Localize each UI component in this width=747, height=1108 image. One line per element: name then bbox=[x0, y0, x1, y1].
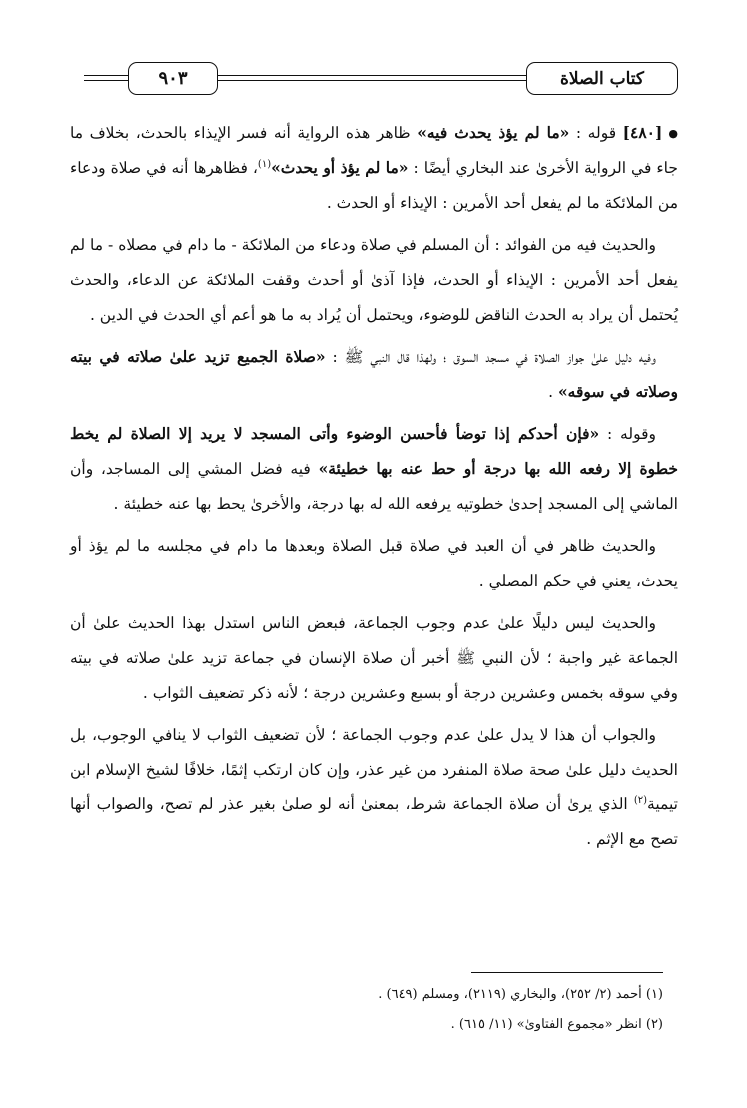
hadith-quote: «فإن أحدكم إذا توضأ فأحسن الوضوء وأتى المسجد لا يريد إلا الصلاة لم يخط خطوة إلا رفعه الله بها درجة أو حط عنه بها خطيئة» bbox=[70, 424, 678, 479]
hadith-quote: «ما لم يؤذ يحدث فيه» bbox=[417, 123, 570, 142]
footnote-1: (١) أحمد (٢/ ٢٥٢)، والبخاري (٢١١٩)، ومسلم (٦٤٩) . bbox=[378, 987, 663, 1002]
paragraph: والحديث فيه من الفوائد : أن المسلم في صلاة ودعاء من الملائكة - ما دام في مصلاه - ما لم يفعل أحد الأمرين : الإيذاء أو الحدث، فإذا آذىٰ أو أحدث وقفت الملائكة عن الدعاء، والحدث يُحتمل أن يراد به الحدث الناقض للوضوء، ويحتمل أن يُراد به ما هو أعم أي الحدث في الدين . bbox=[70, 236, 678, 324]
text-segment: قوله : bbox=[575, 124, 617, 142]
hadith-quote: «ما لم يؤذ أو يحدث» bbox=[271, 158, 409, 178]
hadith-number: [٤٨٠] bbox=[622, 123, 663, 142]
text-segment: والجواب أن هذا لا يدل علىٰ عدم وجوب الجماعة ؛ لأن تضعيف الثواب لا ينافي الوجوب، بل الحديث دليل علىٰ صحة صلاة المنفرد من غير عذر، وإن كان ارتكب إثمًا، خلافًا لشيخ الإسلام ابن تيمية bbox=[70, 726, 678, 814]
paragraph: والحديث ظاهر في أن العبد في صلاة قبل الصلاة وبعدها ما دام في مجلسه ما لم يؤذ أو يحدث، يعني في حكم المصلي . bbox=[70, 537, 678, 590]
text-segment: وقوله : bbox=[607, 425, 656, 444]
chapter-title: كتاب الصلاة bbox=[526, 62, 678, 95]
paragraph bbox=[70, 417, 678, 521]
text-segment: فيه فضل المشي إلى المساجد، وأن الماشي إلى المسجد إحدىٰ خطوتيه يرفعه الله له بها درجة، والأخرىٰ يحط بها عنه خطيئة . bbox=[70, 460, 678, 513]
text-segment: . bbox=[548, 382, 554, 401]
footnote-2: (٢) انظر «مجموع الفتاوىٰ» (١١/ ٦١٥) . bbox=[450, 1017, 663, 1032]
footnotes bbox=[69, 980, 663, 1040]
footnote-ref-2: (٢) bbox=[633, 795, 648, 807]
paragraph-480 bbox=[70, 116, 678, 220]
text-segment: ، فظاهرها أنه في صلاة ودعاء من الملائكة ما لم يفعل أحد الأمرين : الإيذاء أو الحدث . bbox=[70, 159, 678, 212]
footnote-separator bbox=[471, 972, 663, 973]
paragraph bbox=[70, 718, 678, 856]
bullet-icon: ● bbox=[668, 126, 678, 140]
paragraph: والحديث ليس دليلًا علىٰ عدم وجوب الجماعة، فبعض الناس استدل بهذا الحديث علىٰ أن الجماعة غير واجبة ؛ لأن النبي ﷺ أخبر أن صلاة الإنسان في جماعة تزيد علىٰ صلاته في بيته وفي سوقه بخمس وعشرين درجة أو بسبع وعشرين درجة ؛ لأنه ذكر تضعيف الثواب . bbox=[70, 614, 678, 702]
footnote-ref-1: (١) bbox=[257, 159, 272, 171]
hadith-quote: «صلاة الجميع تزيد علىٰ صلاته في بيته وصلاته في سوقه» bbox=[70, 347, 678, 401]
text-segment: الذي يرىٰ أن صلاة الجماعة شرط، بمعنىٰ أنه لو صلىٰ بغير عذر لم تصح، والصواب أنها تصح مع الإثم . bbox=[70, 795, 678, 848]
page-header bbox=[84, 60, 678, 100]
paragraph bbox=[70, 340, 678, 409]
page-body bbox=[70, 116, 678, 865]
text-segment: ظاهر هذه الرواية أنه فسر الإيذاء بالحدث، بخلاف ما جاء في الرواية الأخرىٰ عند البخاري أيضًا : bbox=[70, 124, 678, 178]
page-number: ٩٠٣ bbox=[128, 62, 218, 95]
text-segment: وفيه دليل علىٰ جواز الصلاة في مسجد السوق ؛ ولهذا قال النبي ﷺ : bbox=[332, 348, 656, 367]
